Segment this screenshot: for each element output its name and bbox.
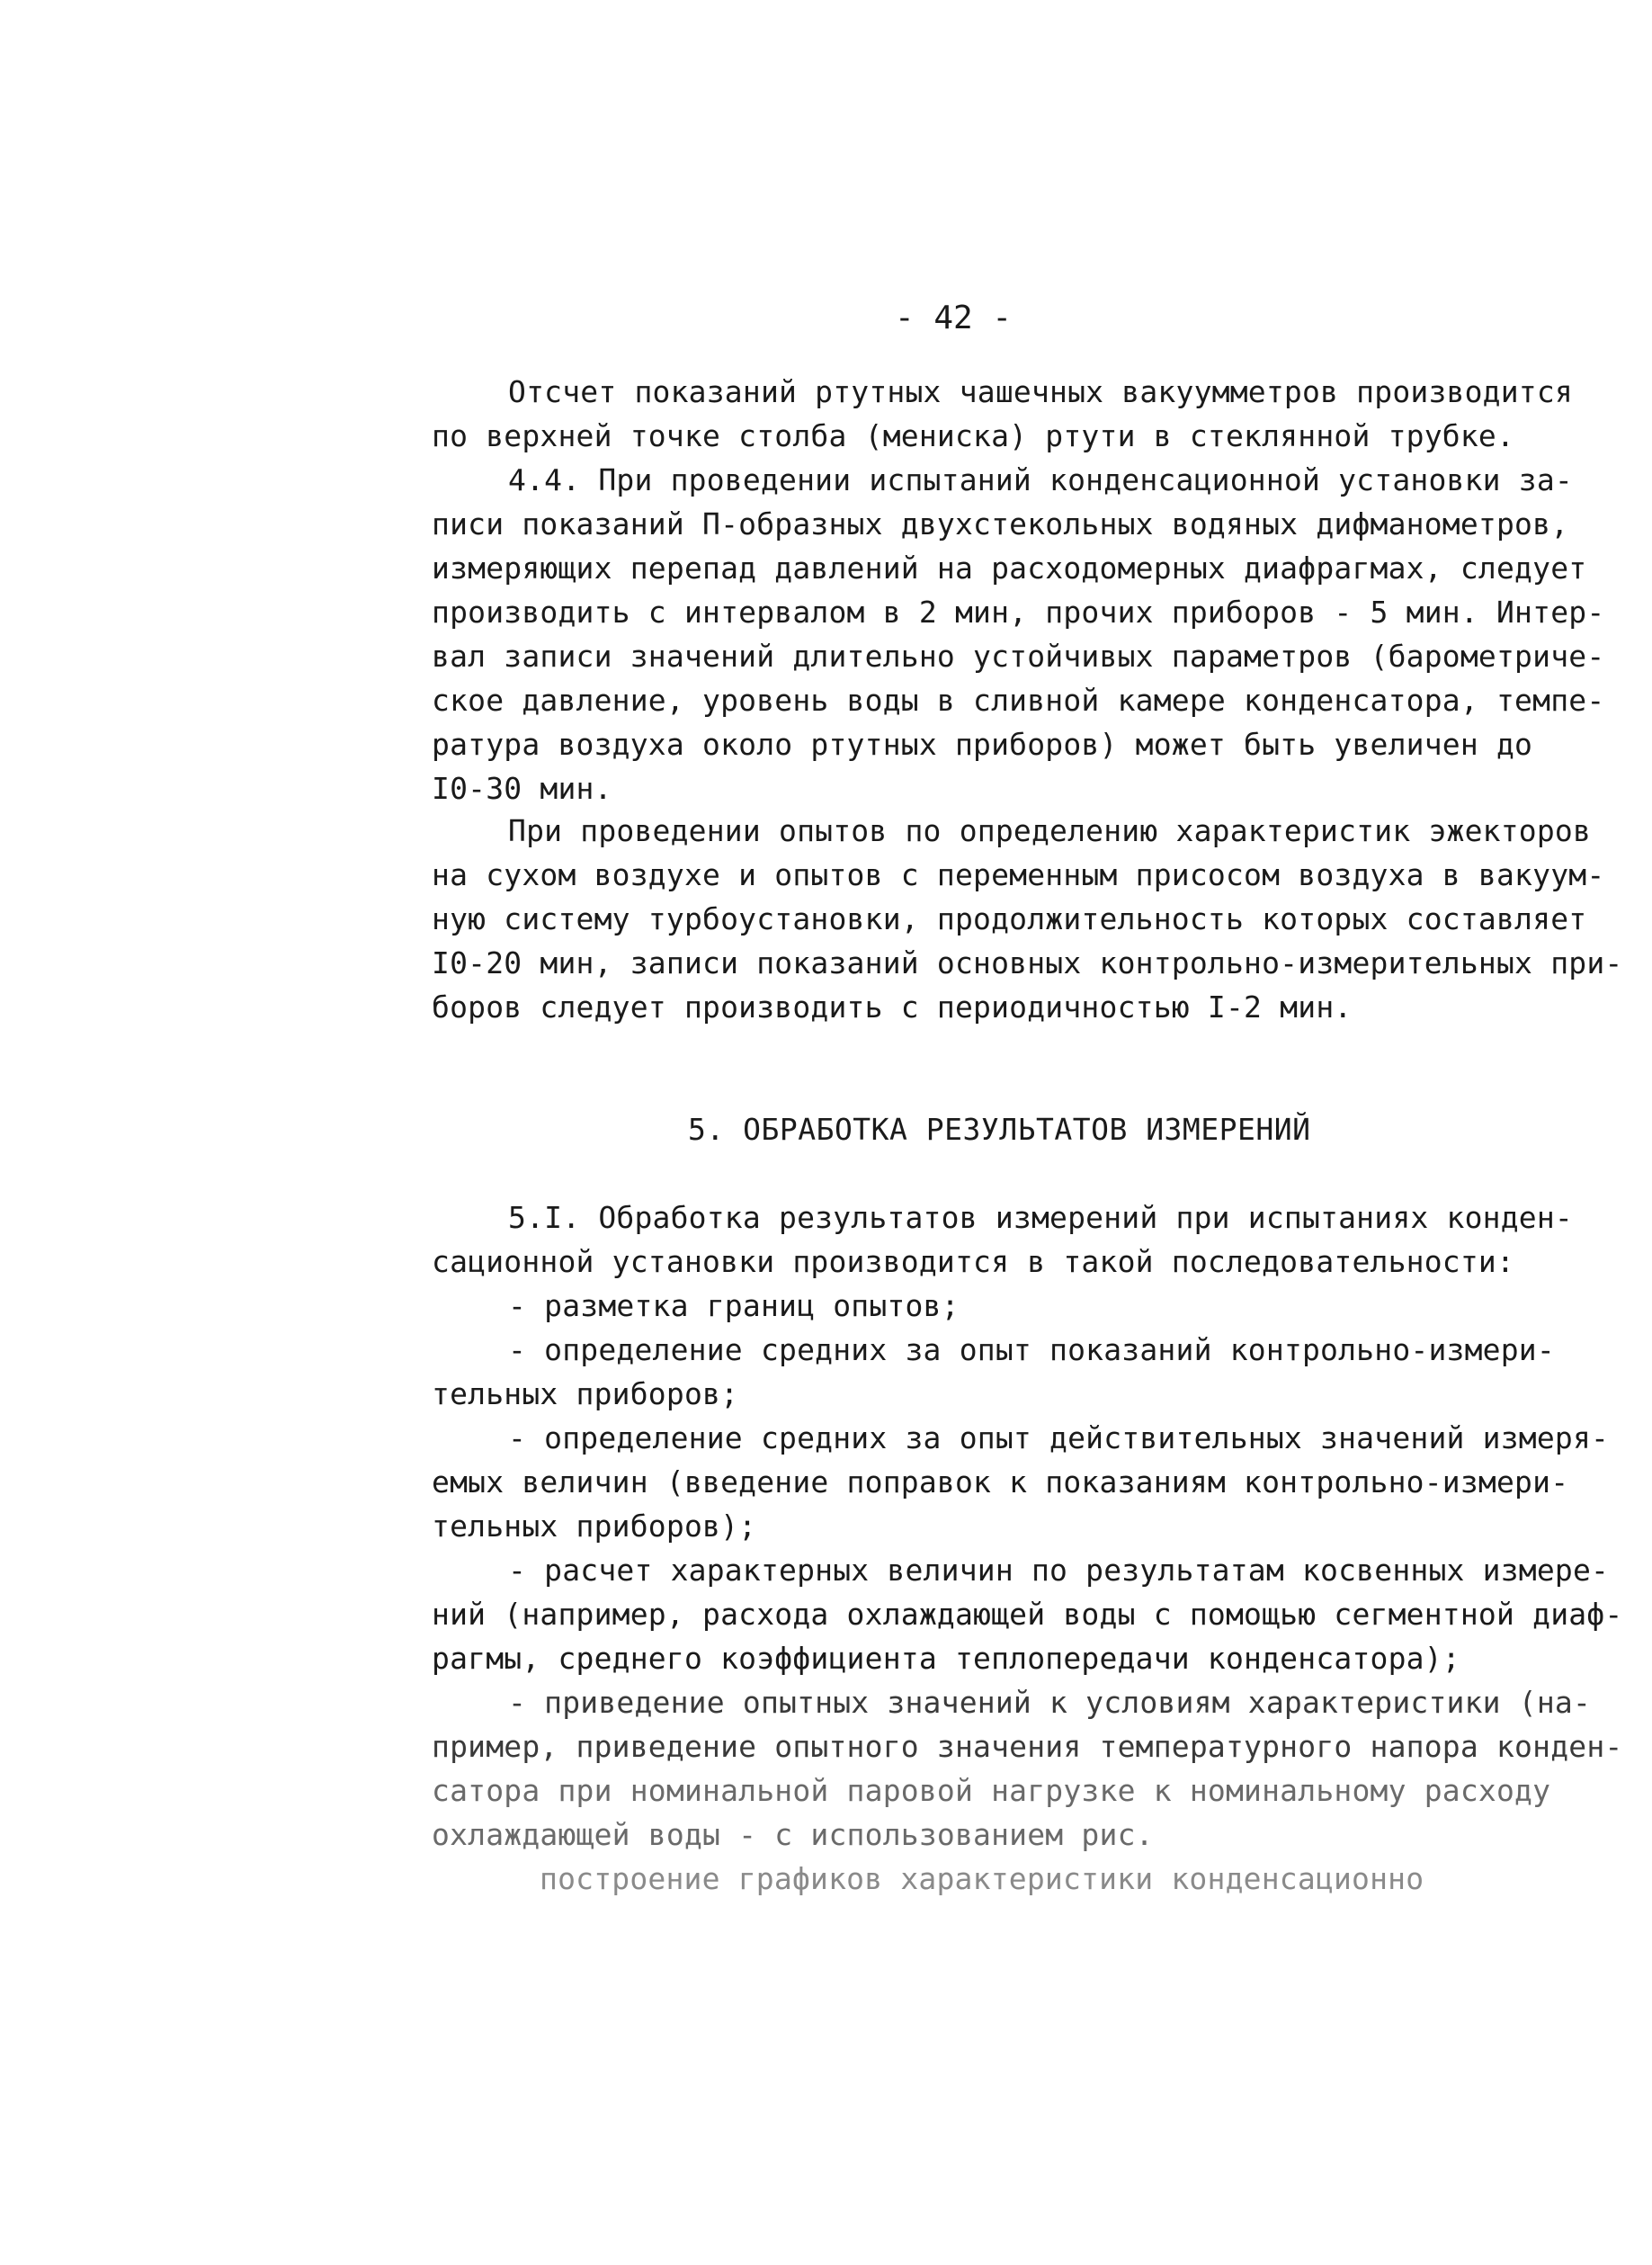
text-line: вал записи значений длительно устойчивых параметров (барометриче- bbox=[432, 639, 1605, 674]
text-line: рагмы, среднего коэффициента теплопередачи конденсатора); bbox=[432, 1641, 1460, 1676]
text-line: 5.I. Обработка результатов измерений при испытаниях конден- bbox=[508, 1200, 1573, 1235]
text-line: по верхней точке столба (мениска) ртути в стеклянной трубке. bbox=[432, 418, 1515, 453]
text-line: сатора при номинальной паровой нагрузке к номинальному расходу bbox=[432, 1773, 1551, 1808]
text-line: боров следует производить с периодичностью I-2 мин. bbox=[432, 989, 1353, 1025]
text-line: на сухом воздухе и опытов с переменным присосом воздуха в вакуум- bbox=[432, 857, 1605, 892]
list-item: - расчет характерных величин по результатам косвенных измере- bbox=[508, 1553, 1610, 1588]
text-line: пример, приведение опытного значения температурного напора конден- bbox=[432, 1729, 1623, 1764]
text-line: При проведении опытов по определению характеристик эжекторов bbox=[508, 813, 1592, 848]
text-line: ратура воздуха около ртутных приборов) может быть увеличен до bbox=[432, 727, 1533, 762]
text-line: сационной установки производится в такой последовательности: bbox=[432, 1244, 1515, 1279]
text-line: Отсчет показаний ртутных чашечных вакуумметров производится bbox=[508, 374, 1573, 409]
section-heading: 5. ОБРАБОТКА РЕЗУЛЬТАТОВ ИЗМЕРЕНИЙ bbox=[688, 1112, 1311, 1147]
text-line: тельных приборов; bbox=[432, 1376, 739, 1411]
list-item: - определение средних за опыт показаний контрольно-измери- bbox=[508, 1332, 1555, 1367]
text-line: I0-20 мин, записи показаний основных контрольно-измерительных при- bbox=[432, 945, 1623, 980]
page-number: - 42 - bbox=[895, 300, 1013, 336]
text-line: 4.4. При проведении испытаний конденсационной установки за- bbox=[508, 462, 1573, 497]
text-line: ний (например, расхода охлаждающей воды с помощью сегментной диаф- bbox=[432, 1597, 1623, 1632]
text-line: писи показаний П-образных двухстекольных водяных дифманометров, bbox=[432, 506, 1569, 542]
text-line: емых величин (введение поправок к показаниям контрольно-измери- bbox=[432, 1464, 1569, 1500]
text-line: измеряющих перепад давлений на расходомерных диафрагмах, следует bbox=[432, 551, 1587, 586]
text-line: построение графиков характеристики конденсационно bbox=[540, 1861, 1424, 1896]
list-item: - разметка границ опытов; bbox=[508, 1288, 960, 1323]
list-item: - приведение опытных значений к условиям характеристики (на- bbox=[508, 1685, 1592, 1720]
text-line: охлаждающей воды - с использованием рис. bbox=[432, 1817, 1154, 1852]
text-line: ную систему турбоустановки, продолжительность которых составляет bbox=[432, 901, 1587, 936]
text-line: I0-30 мин. bbox=[432, 771, 612, 806]
list-item: - определение средних за опыт действительных значений измеря- bbox=[508, 1420, 1610, 1455]
text-line: тельных приборов); bbox=[432, 1509, 757, 1544]
text-line: ское давление, уровень воды в сливной камере конденсатора, темпе- bbox=[432, 683, 1605, 718]
text-line: производить с интервалом в 2 мин, прочих приборов - 5 мин. Интер- bbox=[432, 595, 1605, 630]
